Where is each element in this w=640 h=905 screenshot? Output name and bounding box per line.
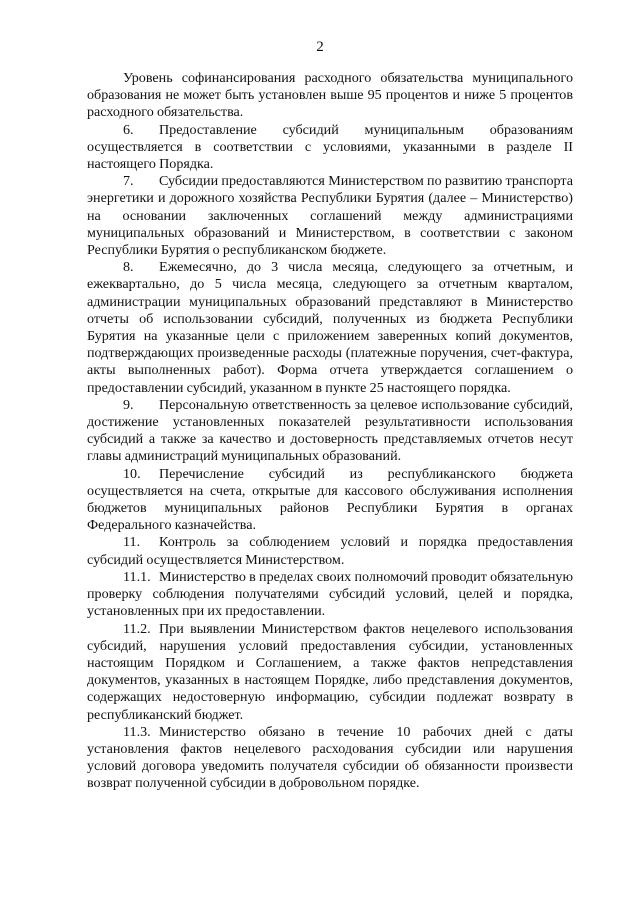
paragraph-number: 7. [123, 173, 134, 190]
paragraph-text: Министерство обязано в течение 10 рабочих дней с даты установления фактов нецелевого расходования субсидии или нарушения условий договора уведомить получателя субсидии об обязанности произвести возврат полученной субсидии в добровольном порядке. [87, 723, 573, 792]
paragraph-text: Министерство в пределах своих полномочий проводит обязательную проверку соблюдения получателями субсидий условий, целей и порядка, установленных при их предоставлении. [87, 568, 573, 620]
paragraph-text: Перечисление субсидий из республиканского бюджета осуществляется на счета, открытые для кассового обслуживания исполнения бюджетов муниципальных районов Республики Бурятия в органах Федерального казначейства. [87, 465, 573, 534]
paragraph-6 [87, 122, 573, 174]
document-body [87, 70, 573, 793]
paragraph-text: Предоставление субсидий муниципальным образованиям осуществляется в соответствии с условиями, указанными в разделе II настоящего Порядка. [87, 121, 573, 173]
paragraph-number: 8. [123, 259, 134, 276]
paragraph-text: Субсидии предоставляются Министерством по развитию транспорта энергетики и дорожного хозяйства Республики Бурятия (далее – Министерство) на основании заключенных соглашений между администрациями муниципальных образований и Министерством, в соответствии с законом Республики Бурятия о республиканском бюджете. [87, 173, 573, 259]
paragraph-11-2 [87, 621, 573, 724]
paragraph-text: Ежемесячно, до 3 числа месяца, следующего за отчетным, и ежеквартально, до 5 числа месяца, следующего за отчетным кварталом, администрации муниципальных образований представляют в Министерство отчеты об использовании субсидий, полученных из бюджета Республики Бурятия на указанные цели с приложением заверенных копий документов, подтверждающих произведенные расходы (платежные поручения, счет-фактура, акты выполненных работ). Форма отчета утверждается соглашением о предоставлении субсидий, указанном в пункте 25 настоящего порядка. [87, 259, 573, 396]
paragraph-text: Уровень софинансирования расходного обязательства муниципального образования не может быть установлен выше 95 процентов и ниже 5 процентов расходного обязательства. [87, 70, 573, 121]
paragraph-number: 11.1. [123, 568, 151, 585]
paragraph-10 [87, 466, 573, 535]
paragraph-8 [87, 259, 573, 397]
paragraph-text: Контроль за соблюдением условий и порядка предоставления субсидий осуществляется Министерством. [87, 534, 573, 568]
paragraph-11-3 [87, 724, 573, 793]
paragraph-11 [87, 534, 573, 568]
paragraph-9 [87, 397, 573, 466]
paragraph-number: 11.2. [123, 620, 151, 637]
paragraph-number: 11.3. [123, 723, 151, 740]
paragraph-cofinancing [87, 70, 573, 122]
page-number: 2 [316, 39, 324, 55]
paragraph-number: 9. [123, 396, 134, 413]
paragraph-number: 6. [123, 121, 134, 138]
paragraph-text: При выявлении Министерством фактов нецелевого использования субсидий, нарушения условий предоставления субсидии, установленных настоящим Порядком и Соглашением, а также фактов непредставления документов, указанных в настоящем Порядке, либо представления документов, содержащих недостоверную информацию, субсидии подлежат возврату в республиканский бюджет. [87, 620, 573, 723]
paragraph-7 [87, 173, 573, 259]
paragraph-11-1 [87, 569, 573, 621]
paragraph-text: Персональную ответственность за целевое использование субсидий, достижение установленных показателей результативности использования субсидий а также за качество и достоверность представляемых отчетов несут главы администраций муниципальных образований. [87, 396, 573, 465]
paragraph-number: 11. [123, 534, 141, 551]
paragraph-number: 10. [123, 465, 141, 482]
